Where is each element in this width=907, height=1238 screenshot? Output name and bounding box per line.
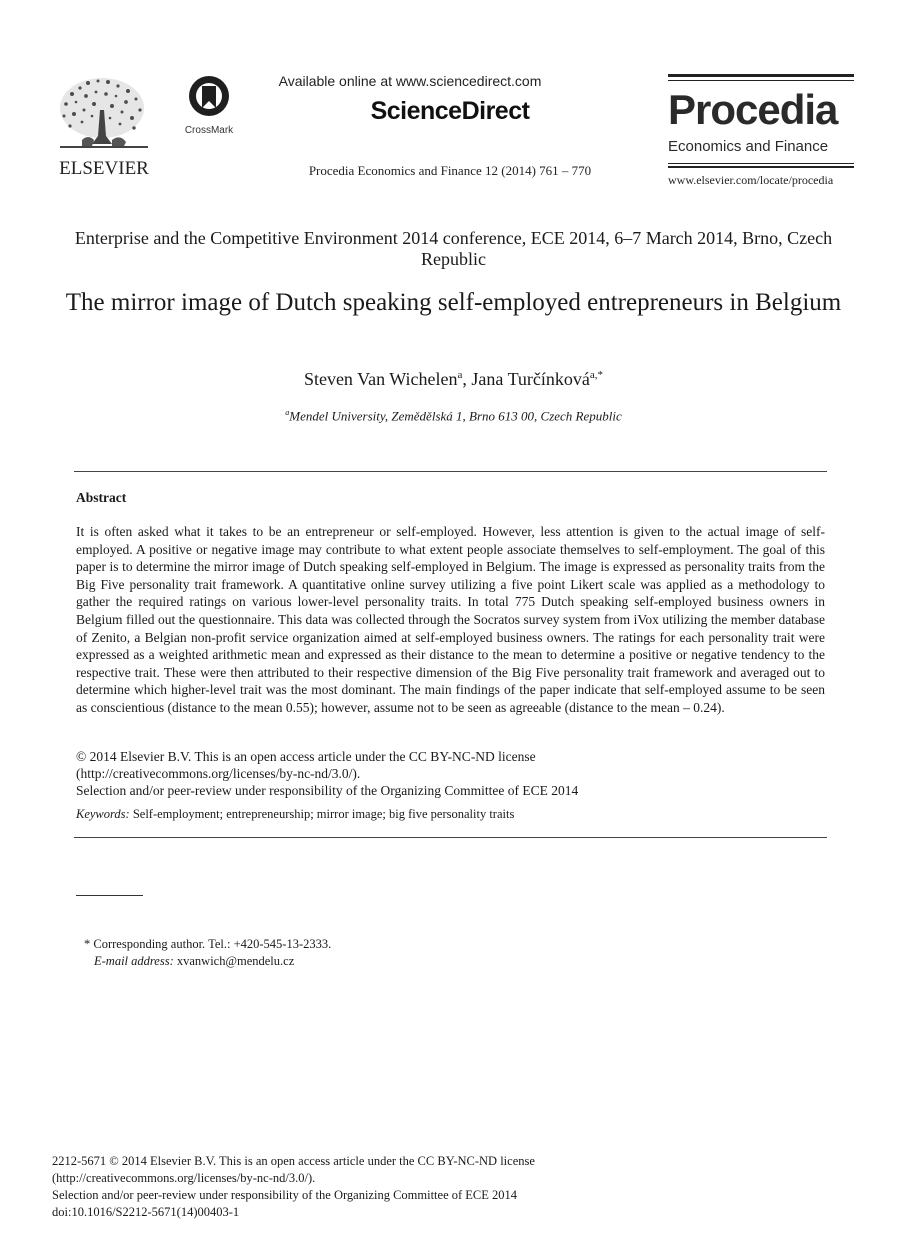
elsevier-tree-icon [52,74,156,180]
paper-title: The mirror image of Dutch speaking self-employed entrepreneurs in Belgium [65,289,842,316]
procedia-rule-bottom [668,166,854,168]
procedia-logo [668,74,854,190]
email-line [84,953,684,970]
affiliation-marker: a [285,408,290,417]
crossmark-icon [187,74,231,118]
crossmark-label: CrossMark [184,125,234,136]
journal-reference: Procedia Economics and Finance 12 (2014) 761 – 770 [308,163,592,178]
copyright-block [52,1153,752,1221]
license-url-link[interactable]: (http://creativecommons.org/licenses/by-nc-nd/3.0/). [76,766,361,781]
footnote-rule [76,895,143,896]
keywords-label: Keywords: [76,807,130,821]
author-affiliation-marker: a,* [589,369,604,381]
procedia-subtitle: Economics and Finance [668,138,829,155]
procedia-rule-top [668,74,854,77]
elsevier-wordmark: ELSEVIER [59,158,149,179]
elsevier-logo [52,74,156,180]
procedia-title: Procedia [668,86,838,133]
keywords [76,807,825,822]
license-block [76,748,825,799]
journal-url-link[interactable]: www.elsevier.com/locate/procedia [668,173,834,187]
issn-copyright-line: 2212-5671 © 2014 Elsevier B.V. This is an open access article under the CC BY-NC-ND license [52,1154,535,1168]
corresponding-author: * Corresponding author. Tel.: +420-545-13-2333. [84,937,332,951]
affiliation [100,408,807,424]
abstract-heading: Abstract [76,490,127,505]
keywords-text: Self-employment; entrepreneurship; mirror image; big five personality traits [129,807,515,821]
peer-review-line: Selection and/or peer-review under responsibility of the Organizing Committee of ECE 2014 [76,783,579,798]
affiliation-text: Mendel University, Zemědělská 1, Brno 613 00, Czech Republic [289,408,622,424]
author-separator: , [462,369,472,389]
author-name: Jana Turčínková [471,369,590,389]
abstract-rule-bottom [74,837,827,838]
procedia-rule-bottom-thin [668,163,854,164]
email-link[interactable]: xvanwich@mendelu.cz [173,954,295,968]
sciencedirect-wordmark: ScienceDirect [370,97,530,125]
abstract-rule-top [74,471,827,472]
author-affiliation-marker: a [457,369,463,381]
author-list [100,369,807,390]
doi-link[interactable]: doi:10.1016/S2212-5671(14)00403-1 [52,1205,240,1219]
license-line: © 2014 Elsevier B.V. This is an open access article under the CC BY-NC-ND license [76,749,536,764]
bottom-peer-review-line: Selection and/or peer-review under responsibility of the Organizing Committee of ECE 2014 [52,1188,518,1202]
available-online-text: Available online at www.sciencedirect.com [278,73,542,89]
procedia-rule-top-thin [668,80,854,81]
author-name: Steven Van Wichelen [303,369,458,389]
conference-name: Enterprise and the Competitive Environment 2014 conference, ECE 2014, 6–7 March 2014, Brno, Czech Republic [74,228,833,269]
footnote [84,936,684,970]
email-label: E-mail address: [94,954,174,968]
abstract-body: It is often asked what it takes to be an entrepreneur or self-employed. However, less attention is given to the actual image of self-employed. A positive or negative image may contribute to what extent people associate themselves to self-employment. The goal of this paper is to determine the mirror image of Dutch speaking self-employed in Belgium. The image is expressed as personality traits from the Big Five personality trait framework. A quantitative online survey utilizing a five point Likert scale was applied as a methodology to gather the required ratings on various lower-level personality traits. In total 775 Dutch speaking self-employed business owners in Belgium filled out the questionnaire. This data was collected through the Socratos survey system from iVox utilizing the member database of Zenito, a Belgian non-profit service organization aimed at self-employed business owners. The ratings for each personality trait were expressed as a weighted arithmetic mean and expressed as their distance to the mean to determine a positive or negative tendency to the respective trait. These were then attributed to their respective dimension of the Big Five personality trait framework and averaged out to determine which higher-level trait was the most dominant. The main findings of the paper indicate that self-employed assume to be seen as conscientious (distance to the mean 0.55); however, assume not to be seen as agreeable (distance to the mean – 0.24). [76,524,825,715]
bottom-license-url-link[interactable]: (http://creativecommons.org/licenses/by-nc-nd/3.0/). [52,1171,316,1185]
